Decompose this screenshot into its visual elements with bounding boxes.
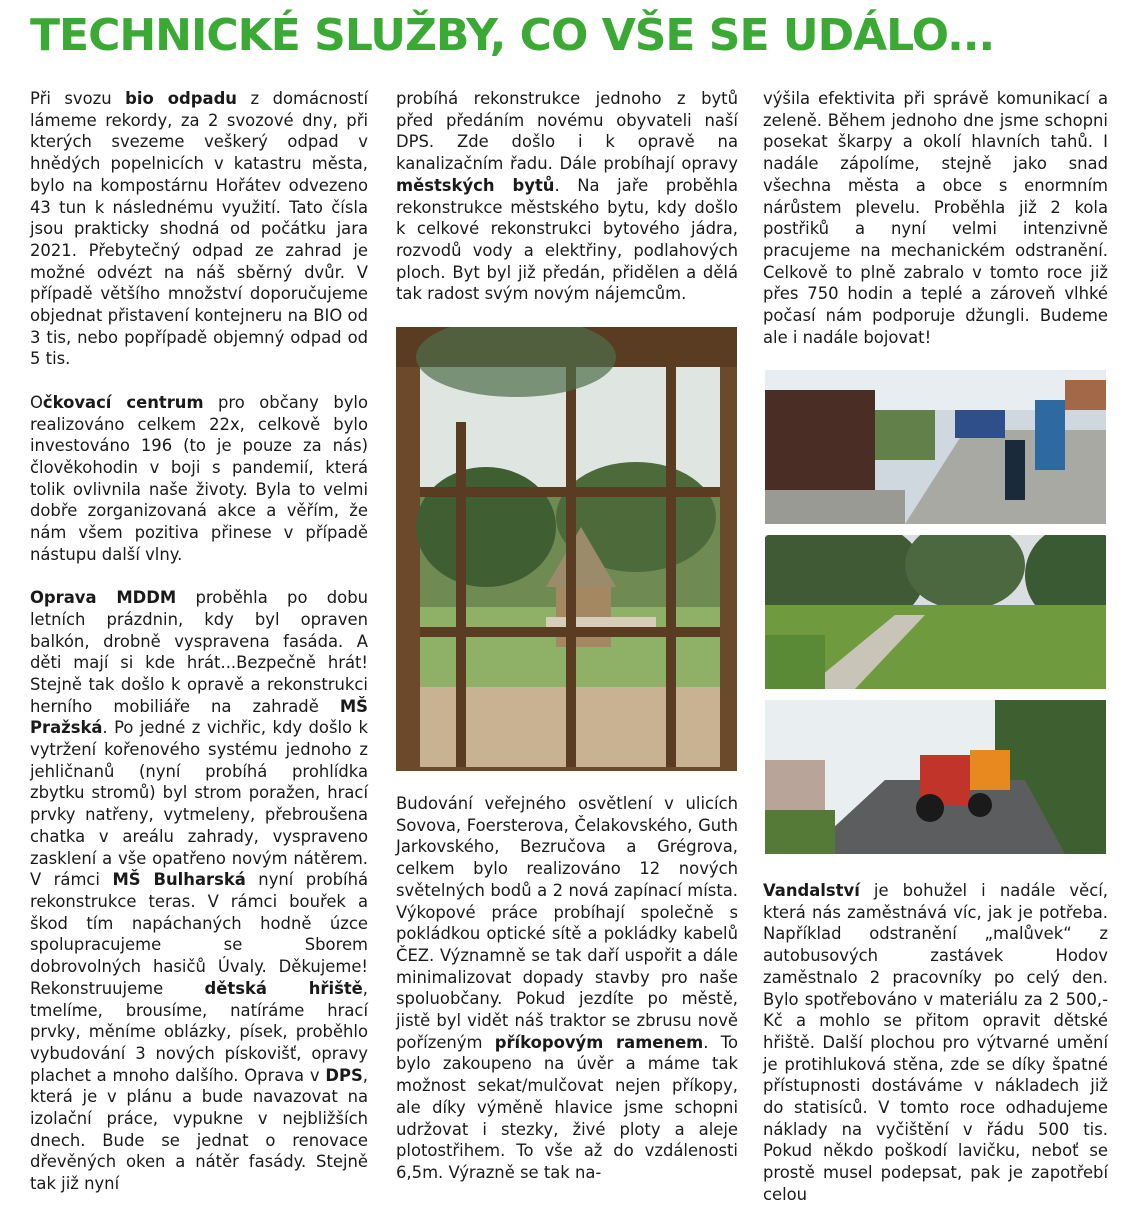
page-title: TECHNICKÉ SLUŽBY, CO VŠE SE UDÁLO... xyxy=(30,10,995,61)
article-column-1 xyxy=(30,88,368,1217)
text-run: . Po jedné z vichřic, kdy došlo k vytržení kořenového systému jednoho z jehličnanů (nyní probíhá prohlídka zbytku stromů) byl strom poražen, hrací prvky natřeny, vytmeleny, přebroušena chatka v areálu zahrady, vyspraveno zasklení a vše opatřeno novým nátěrem. V rámci xyxy=(30,718,368,890)
paragraph-apartment-renovation xyxy=(396,88,738,305)
paragraph-vandalism xyxy=(763,880,1108,1206)
article-column-3-top xyxy=(763,88,1108,370)
bold-text: bio odpadu xyxy=(125,89,237,108)
paragraph-street-lighting xyxy=(396,793,738,1184)
paragraph-mddm-repair xyxy=(30,587,368,1195)
playground-window-photo xyxy=(396,327,737,771)
text-run: . Na jaře proběhla rekonstrukce městského bytu, kdy došlo k celkové rekonstrukci bytového jádra, rozvodů vody a elektřiny, podlahových ploch. Byt byl již předán, přidělen a dělá tak radost svým novým nájemcům. xyxy=(396,175,738,304)
text-run: , která je v plánu a bude navazovat na izolační práce, vypukne v nejbližších dnech. Bude se jednat o renovace dřevěných oken a nátěr fasády. Stejně tak již nyní xyxy=(30,1065,368,1194)
paragraph-vaccination-center xyxy=(30,392,368,566)
bold-text: Oprava MDDM xyxy=(30,588,177,608)
text-run: . To bylo zakoupeno na úvěr a máme tak možnost sekat/mulčovat nejen příkopy, ale díky výměně hlavice jsme schopni udržovat i stezky, živé ploty a aleje plotostřihem. To vše až do vzdálenosti 6,5m. Výrazně se tak na- xyxy=(396,1032,738,1182)
article-column-2-bottom xyxy=(396,793,738,1205)
bold-text: MŠ Bulharská xyxy=(112,870,246,890)
paragraph-maintenance-efficiency xyxy=(763,88,1108,348)
text-run: probíhá rekonstrukce jednoho z bytů před předáním novému obyvateli naší DPS. Zde došlo i k opravě na kanalizačním řadu. Dále probíhají opravy xyxy=(396,89,738,174)
text-run: pro občany bylo realizováno celkem 22x, celkově bylo investováno 196 (to je pouze za nás) člověkohodin v boji s pandemií, která tolik ovlivnila naše životy. Byla to velmi dobře zorganizovaná akce a věřím, že nám všem pozitiva přinese v případě nástupu další vlny. xyxy=(30,392,368,564)
bold-text: příkopovým ramenem xyxy=(494,1032,704,1052)
tractor-mower-photo xyxy=(765,700,1106,854)
text-run: z domácností lámeme rekordy, za 2 svozové dny, při kterých svezeme veškerý odpad v hnědých popelnicích v katastru města, bylo na kompostárnu Hořátev odvezeno 43 tun k následnému využití. Tato čísla jsou prakticky shodná od počátku jara 2021. Přebytečný odpad ze zahrad je možné odvézt na náš sběrný dvůr. V případě většího množství doporučujeme objednat přistavení kontejneru na BIO od 3 tis, nebo popřípadě objemný odpad od 5 tis. xyxy=(30,89,368,369)
bold-text: DPS xyxy=(325,1065,363,1085)
text-run: výšila efektivita při správě komunikací a zeleně. Během jednoho dne jsme schopni posekat škarpy a okolí hlavních tahů. I nadále zápolíme, stejně jako snad všechna města a obce s enormním nárůstem plevelu. Proběhla již 2 kola postřiků a nyní velmi intenzivně pracujeme na mechanickém odstranění. Celkově to plně zabralo v tomto roce již přes 750 hodin a teplé a zároveň vlhké počasí nám podporuje džungli. Budeme ale i nadále bojovat! xyxy=(763,89,1108,347)
bold-text: Vandalství xyxy=(763,881,860,900)
bold-text: čkovací centrum xyxy=(42,392,204,412)
text-run: je bohužel i nadále věcí, která nás zaměstnává víc, jak je potřeba. Například odstranění „malůvek“ z autobusových zastávek Hodov zaměstnalo 2 pracovníky po celý den. Bylo spotřebováno v materiálu za 2 500,-Kč a mohlo se přitom opravit dětské hřiště. Další plochou pro výtvarné umění je protihluková stěna, zde se díky špatné přístupnosti dostáváme v nákladech již do statisíců. V tomto roce odhadujeme náklady na vyčištění v řádu 500 tis. Pokud někdo poškodí lavičku, neboť se prostě musel podepsat, pak je zapotřebí celou xyxy=(763,881,1108,1204)
paragraph-bio-waste xyxy=(30,88,368,370)
bold-text: městských bytů xyxy=(396,175,555,195)
bold-text: dětská hřiště xyxy=(204,978,363,998)
text-run: Při svozu xyxy=(30,89,126,108)
text-run: proběhla po dobu letních prázdnin, kdy byl opraven balkón, drobně vyspravena fasáda. A děti mají si kde hrát...Bezpečně hrát! Stejně tak došlo k opravě a rekonstrukci herního mobiliáře na zahradě xyxy=(30,588,369,716)
article-column-2-top xyxy=(396,88,738,327)
text-run: O xyxy=(30,392,43,412)
text-run: Budování veřejného osvětlení v ulicích Sovova, Foersterova, Čelakovského, Guth Jarkovského, Bezručova a Grégrova, celkem bylo realizováno 12 nových světelných bodů a 2 nová zapínací místa. Výkopové práce probíhají společně s pokládkou optické sítě a pokládky kabelů ČEZ. Významně se tak daří uspořit a dále minimalizovat dopady stavby pro naše spoluobčany. Pokud jezdíte po městě, jistě byl vidět náš traktor se zbrusu nově pořízeným xyxy=(396,794,738,1052)
bold-text: MŠ Pražská xyxy=(30,696,368,738)
park-lawn-photo xyxy=(765,535,1106,689)
text-run: nyní probíhá rekonstrukce teras. V rámci bouřek a škod tím napáchaných hodně úzce spolupracujeme se Sborem dobrovolných hasičů Úvaly. Děkujeme! Rekonstruujeme xyxy=(30,870,368,998)
text-run: , tmelíme, brousíme, natíráme hrací prvky, měníme oblázky, písek, proběhlo vybudování 3 nových pískovišť, opravy plachet a mnoho dalšího. Oprava v xyxy=(30,978,368,1085)
article-column-3-bottom xyxy=(763,880,1108,1227)
street-workers-photo xyxy=(765,370,1106,524)
